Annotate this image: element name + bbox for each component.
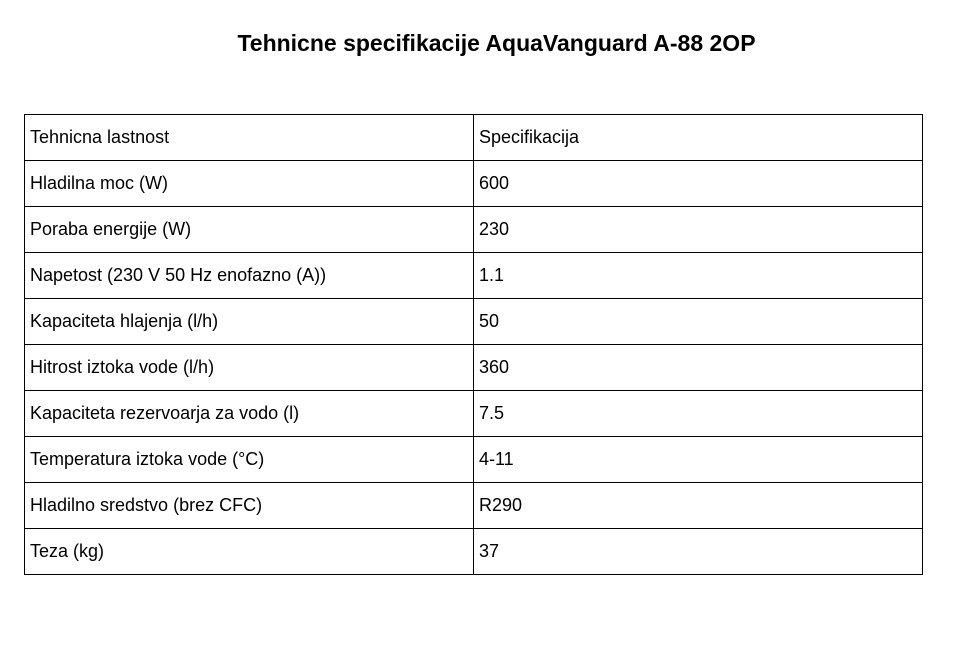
- property-cell: Kapaciteta hlajenja (l/h): [25, 299, 474, 345]
- table-row: [25, 253, 923, 299]
- value-cell: 360: [474, 345, 923, 391]
- value-cell: R290: [474, 483, 923, 529]
- table-row: [25, 345, 923, 391]
- property-cell: Temperatura iztoka vode (°C): [25, 437, 474, 483]
- value-cell: 600: [474, 161, 923, 207]
- table-header-row: [25, 115, 923, 161]
- property-cell: Hitrost iztoka vode (l/h): [25, 345, 474, 391]
- table-row: [25, 437, 923, 483]
- property-cell: Kapaciteta rezervoarja za vodo (l): [25, 391, 474, 437]
- value-cell: 4-11: [474, 437, 923, 483]
- value-cell: 50: [474, 299, 923, 345]
- value-cell: 7.5: [474, 391, 923, 437]
- table-row: [25, 161, 923, 207]
- property-cell: Poraba energije (W): [25, 207, 474, 253]
- value-cell: 1.1: [474, 253, 923, 299]
- value-cell: 230: [474, 207, 923, 253]
- table-row: [25, 299, 923, 345]
- document-title: Tehnicne specifikacije AquaVanguard A-88 2OP: [237, 30, 756, 56]
- header-cell-property: Tehnicna lastnost: [25, 115, 474, 161]
- table-row: [25, 483, 923, 529]
- property-cell: Hladilna moc (W): [25, 161, 474, 207]
- table-row: [25, 529, 923, 575]
- table-row: [25, 207, 923, 253]
- value-cell: 37: [474, 529, 923, 575]
- property-cell: Napetost (230 V 50 Hz enofazno (A)): [25, 253, 474, 299]
- property-cell: Hladilno sredstvo (brez CFC): [25, 483, 474, 529]
- spec-table: [24, 114, 923, 575]
- table-row: [25, 391, 923, 437]
- header-cell-specification: Specifikacija: [474, 115, 923, 161]
- property-cell: Teza (kg): [25, 529, 474, 575]
